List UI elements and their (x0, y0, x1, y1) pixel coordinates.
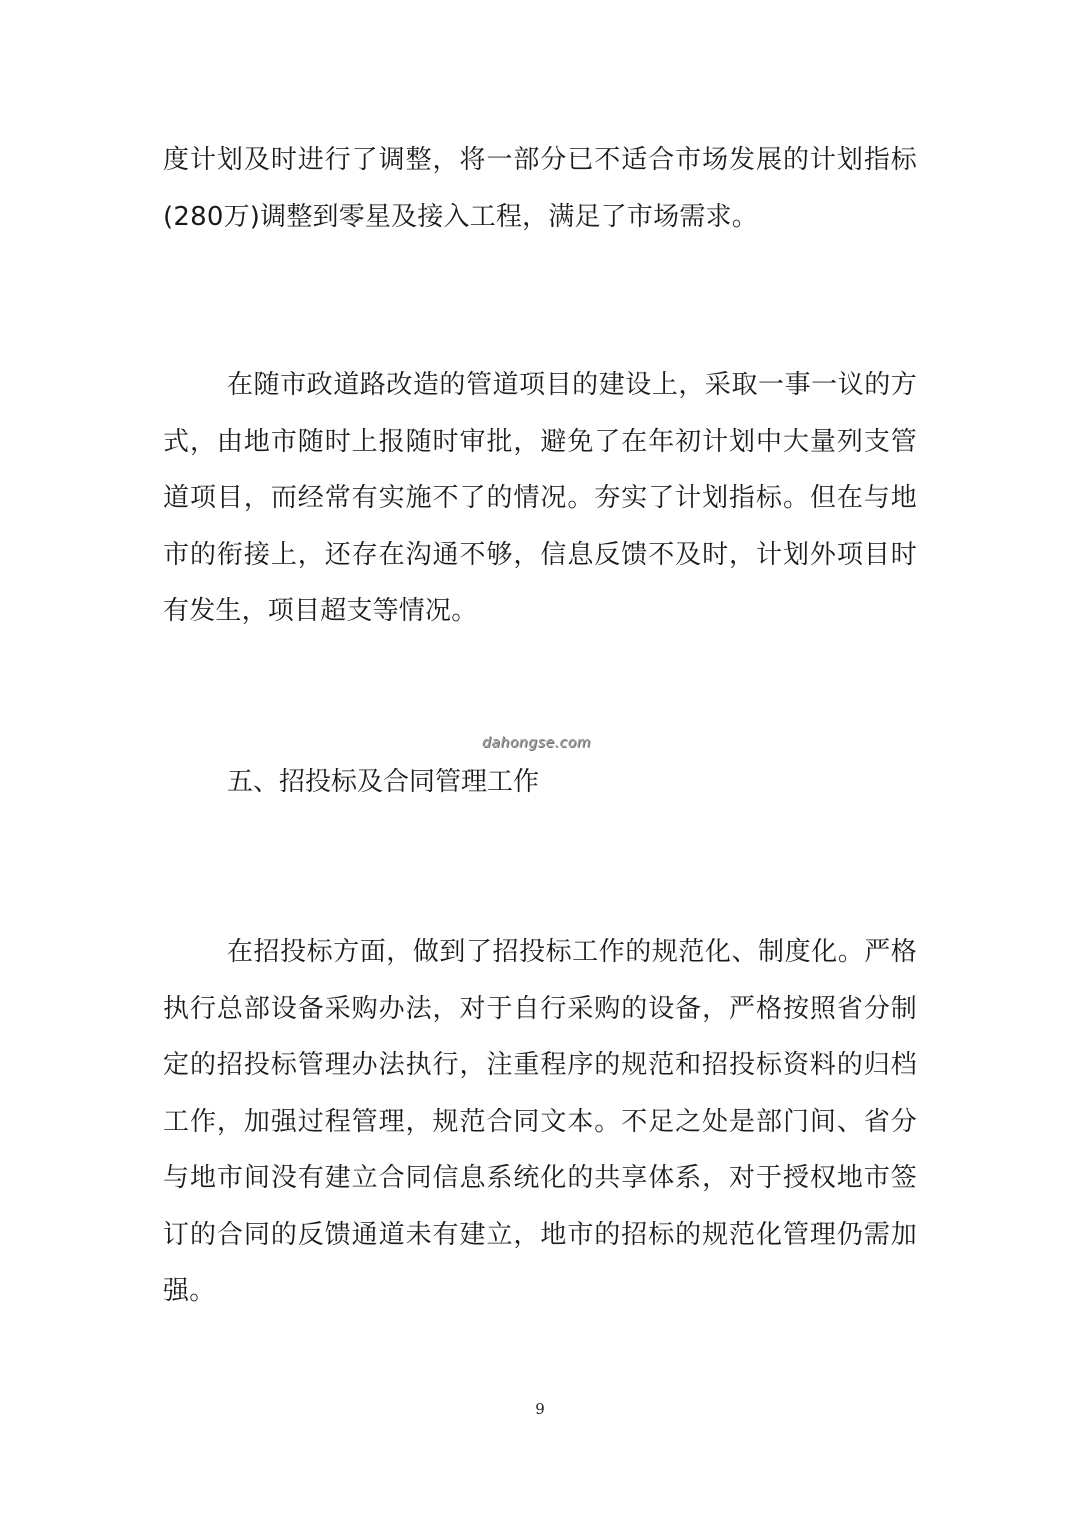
paragraph-pipeline-projects: 在随市政道路改造的管道项目的建设上，采取一事一议的方式，由地市随时上报随时审批，避免了在年初计划中大量列支管道项目，而经常有实施不了的情况。夯实了计划指标。但在与地市的衔接上，还存在沟通不够，信息反馈不及时，计划外项目时有发生，项目超支等情况。 (163, 370, 917, 626)
page-number: 9 (535, 1400, 545, 1418)
paragraph-plan-adjustment: 度计划及时进行了调整，将一部分已不适合市场发展的计划指标(280万)调整到零星及接入工程，满足了市场需求。 (163, 145, 917, 232)
watermark-text: dahongse.com (482, 735, 591, 751)
section-heading: 五、招投标及合同管理工作 (227, 767, 540, 797)
paragraph-bidding-contracts: 在招投标方面，做到了招投标工作的规范化、制度化。严格执行总部设备采购办法，对于自行采购的设备，严格按照省分制定的招投标管理办法执行，注重程序的规范和招投标资料的归档工作，加强过程管理，规范合同文本。不足之处是部门间、省分与地市间没有建立合同信息系统化的共享体系，对于授权地市签订的合同的反馈通道未有建立，地市的招标的规范化管理仍需加强。 (163, 937, 917, 1306)
